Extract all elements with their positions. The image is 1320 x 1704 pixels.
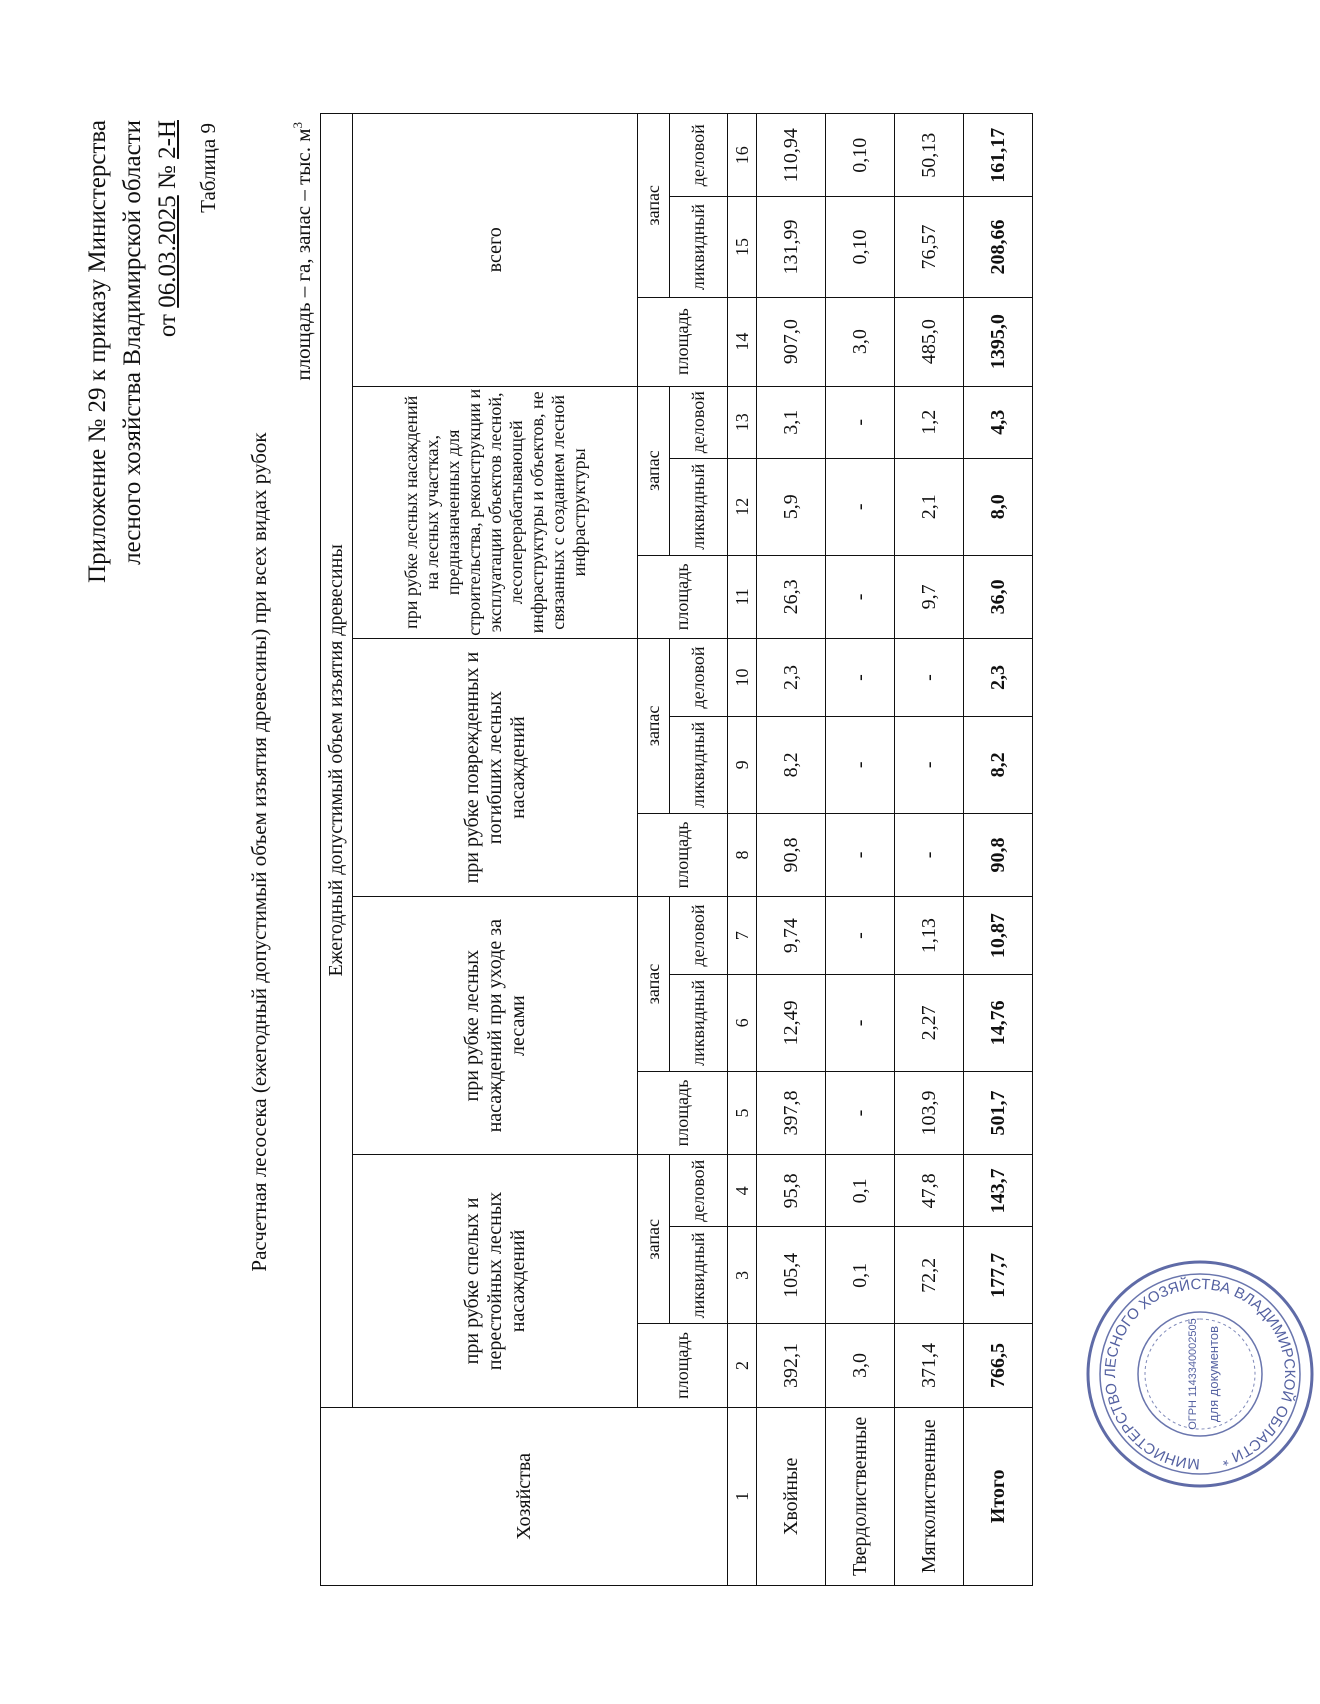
table-cell: 397,8	[757, 1071, 826, 1154]
table-cell: 8	[728, 813, 757, 896]
header-stock: запас	[638, 1155, 670, 1324]
header-business: деловой	[670, 1155, 728, 1227]
table-cell: 76,57	[895, 197, 964, 297]
table-cell: -	[826, 458, 895, 555]
header-area: площадь	[638, 1071, 728, 1154]
svg-text:МИНИСТЕРСТВО ЛЕСНОГО ХОЗЯЙСТВА: МИНИСТЕРСТВО ЛЕСНОГО ХОЗЯЙСТВА ВЛАДИМИРСКОЙ ОБЛАСТИ *	[1101, 1275, 1299, 1473]
table-cell: -	[826, 639, 895, 717]
header-business: деловой	[670, 114, 728, 198]
table-cell: -	[895, 639, 964, 717]
header-stock: запас	[638, 114, 670, 298]
header-liquid: ликвидный	[670, 197, 728, 297]
table-cell: 11	[728, 555, 757, 638]
table-cell: 3,0	[826, 1324, 895, 1407]
header-liquid: ликвидный	[670, 458, 728, 555]
table-cell: 3,1	[757, 386, 826, 458]
table-cell: 9,74	[757, 897, 826, 975]
header-stock: запас	[638, 639, 670, 814]
table-cell: 2	[728, 1324, 757, 1407]
table-cell: 1,13	[895, 897, 964, 975]
table-cell: -	[826, 555, 895, 638]
table-cell: 766,5	[964, 1324, 1033, 1407]
table-cell: 8,2	[964, 716, 1033, 813]
table-cell: 95,8	[757, 1155, 826, 1227]
table-cell: 4	[728, 1155, 757, 1227]
table-cell: 0,10	[826, 114, 895, 198]
table-cell: 1,2	[895, 386, 964, 458]
table-cell: 501,7	[964, 1071, 1033, 1154]
header-stock: запас	[638, 386, 670, 555]
table-cell: 2,27	[895, 975, 964, 1072]
header-business: деловой	[670, 897, 728, 975]
table-cell: -	[826, 813, 895, 896]
table-cell: 47,8	[895, 1155, 964, 1227]
table-number: Таблица 9	[196, 123, 220, 213]
table-row	[757, 114, 826, 1586]
table-cell: 15	[728, 197, 757, 297]
table-cell: 6	[728, 975, 757, 1072]
header-stock: запас	[638, 897, 670, 1072]
order-date: 06.03.2025	[154, 195, 181, 308]
table-cell: 485,0	[895, 297, 964, 386]
table-cell: -	[826, 386, 895, 458]
header-liquid: ликвидный	[670, 975, 728, 1072]
table-cell: 36,0	[964, 555, 1033, 638]
svg-text:ОГРН 1143340002505: ОГРН 1143340002505	[1187, 1318, 1199, 1430]
table-cell: -	[826, 716, 895, 813]
header-business: деловой	[670, 639, 728, 717]
table-cell: 2,1	[895, 458, 964, 555]
table-cell: 161,17	[964, 114, 1033, 198]
table-cell: 5	[728, 1071, 757, 1154]
table-cell: 7	[728, 897, 757, 975]
logging-table	[320, 113, 1033, 1586]
table-cell: 12,49	[757, 975, 826, 1072]
table-cell: 9	[728, 716, 757, 813]
table-cell: 90,8	[757, 813, 826, 896]
header-area: площадь	[638, 297, 728, 386]
table-cell: 105,4	[757, 1227, 826, 1324]
table-cell: 10	[728, 639, 757, 717]
table-cell: 16	[728, 114, 757, 198]
table-cell: 5,9	[757, 458, 826, 555]
appendix-header	[80, 120, 185, 583]
table-cell: 907,0	[757, 297, 826, 386]
table-row	[826, 114, 895, 1586]
table-cell: 50,13	[895, 114, 964, 198]
table-cell: 103,9	[895, 1071, 964, 1154]
header-area: площадь	[638, 813, 728, 896]
table-title: Расчетная лесосека (ежегодный допустимый объем изъятия древесины) при всех видах рубок	[247, 432, 271, 1272]
table-cell: 131,99	[757, 197, 826, 297]
header-line-1: Приложение № 29 к приказу Министерства	[84, 120, 111, 583]
table-cell: 3,0	[826, 297, 895, 386]
header-construction: при рубке лесных насаждений на лесных участках, предназначенных для строительства, реконструкции и эксплуатации объектов лесной, лесоперерабатывающей инфраструктуры и объектов, не связанных с созданием лесной инфраструктуры	[353, 386, 638, 639]
header-thinning: при рубке лесных насаждений при уходе за лесами	[353, 897, 638, 1155]
order-number: 2-Н	[154, 120, 181, 159]
table-row	[895, 114, 964, 1586]
row-name: Твердолиственные	[826, 1407, 895, 1585]
table-cell: 14	[728, 297, 757, 386]
header-area: площадь	[638, 555, 728, 638]
table-cell: 2,3	[964, 639, 1033, 717]
table-row-total	[964, 114, 1033, 1586]
header-group: Ежегодный допустимый объем изъятия древесины	[321, 114, 353, 1408]
table-cell: 13	[728, 386, 757, 458]
header-line-3: от 06.03.2025 № 2-Н	[154, 120, 181, 338]
row-name: Хвойные	[757, 1407, 826, 1585]
row-name: Итого	[964, 1407, 1033, 1585]
table-cell: -	[826, 1071, 895, 1154]
header-damaged: при рубке поврежденных и погибших лесных насаждений	[353, 639, 638, 897]
table-cell: 26,3	[757, 555, 826, 638]
table-cell: 9,7	[895, 555, 964, 638]
header-area: площадь	[638, 1324, 728, 1407]
header-business: деловой	[670, 386, 728, 458]
header-mature: при рубке спелых и перестойных лесных насаждений	[353, 1155, 638, 1408]
table-cell: 0,1	[826, 1227, 895, 1324]
column-number-row	[728, 114, 757, 1586]
table-cell: 392,1	[757, 1324, 826, 1407]
table-cell: 371,4	[895, 1324, 964, 1407]
header-liquid: ликвидный	[670, 716, 728, 813]
units-note: площадь – га, запас – тыс. $м^3$	[290, 122, 315, 381]
table-cell: 0,10	[826, 197, 895, 297]
table-cell: -	[826, 897, 895, 975]
table-cell: 90,8	[964, 813, 1033, 896]
table-cell: 72,2	[895, 1227, 964, 1324]
header-farm: Хозяйства	[321, 1407, 728, 1585]
table-cell: 14,76	[964, 975, 1033, 1072]
table-cell: 2,3	[757, 639, 826, 717]
row-name: Мягколиственные	[895, 1407, 964, 1585]
table-cell: -	[895, 716, 964, 813]
official-seal-icon	[1080, 1254, 1320, 1494]
table-cell: 177,7	[964, 1227, 1033, 1324]
table-cell: 3	[728, 1227, 757, 1324]
table-cell: -	[826, 975, 895, 1072]
table-cell: 110,94	[757, 114, 826, 198]
table-cell: 0,1	[826, 1155, 895, 1227]
header-liquid: ликвидный	[670, 1227, 728, 1324]
table-cell: 4,3	[964, 386, 1033, 458]
table-cell: -	[895, 813, 964, 896]
header-total: всего	[353, 114, 638, 387]
table-cell: 143,7	[964, 1155, 1033, 1227]
table-cell: 10,87	[964, 897, 1033, 975]
svg-text:для документов: для документов	[1206, 1325, 1221, 1423]
table-cell: 12	[728, 458, 757, 555]
header-line-2: лесного хозяйства Владимирской области	[119, 120, 146, 565]
table-cell: 8,2	[757, 716, 826, 813]
table-cell: 208,66	[964, 197, 1033, 297]
table-cell: 8,0	[964, 458, 1033, 555]
table-cell: 1	[728, 1407, 757, 1585]
table-cell: 1395,0	[964, 297, 1033, 386]
